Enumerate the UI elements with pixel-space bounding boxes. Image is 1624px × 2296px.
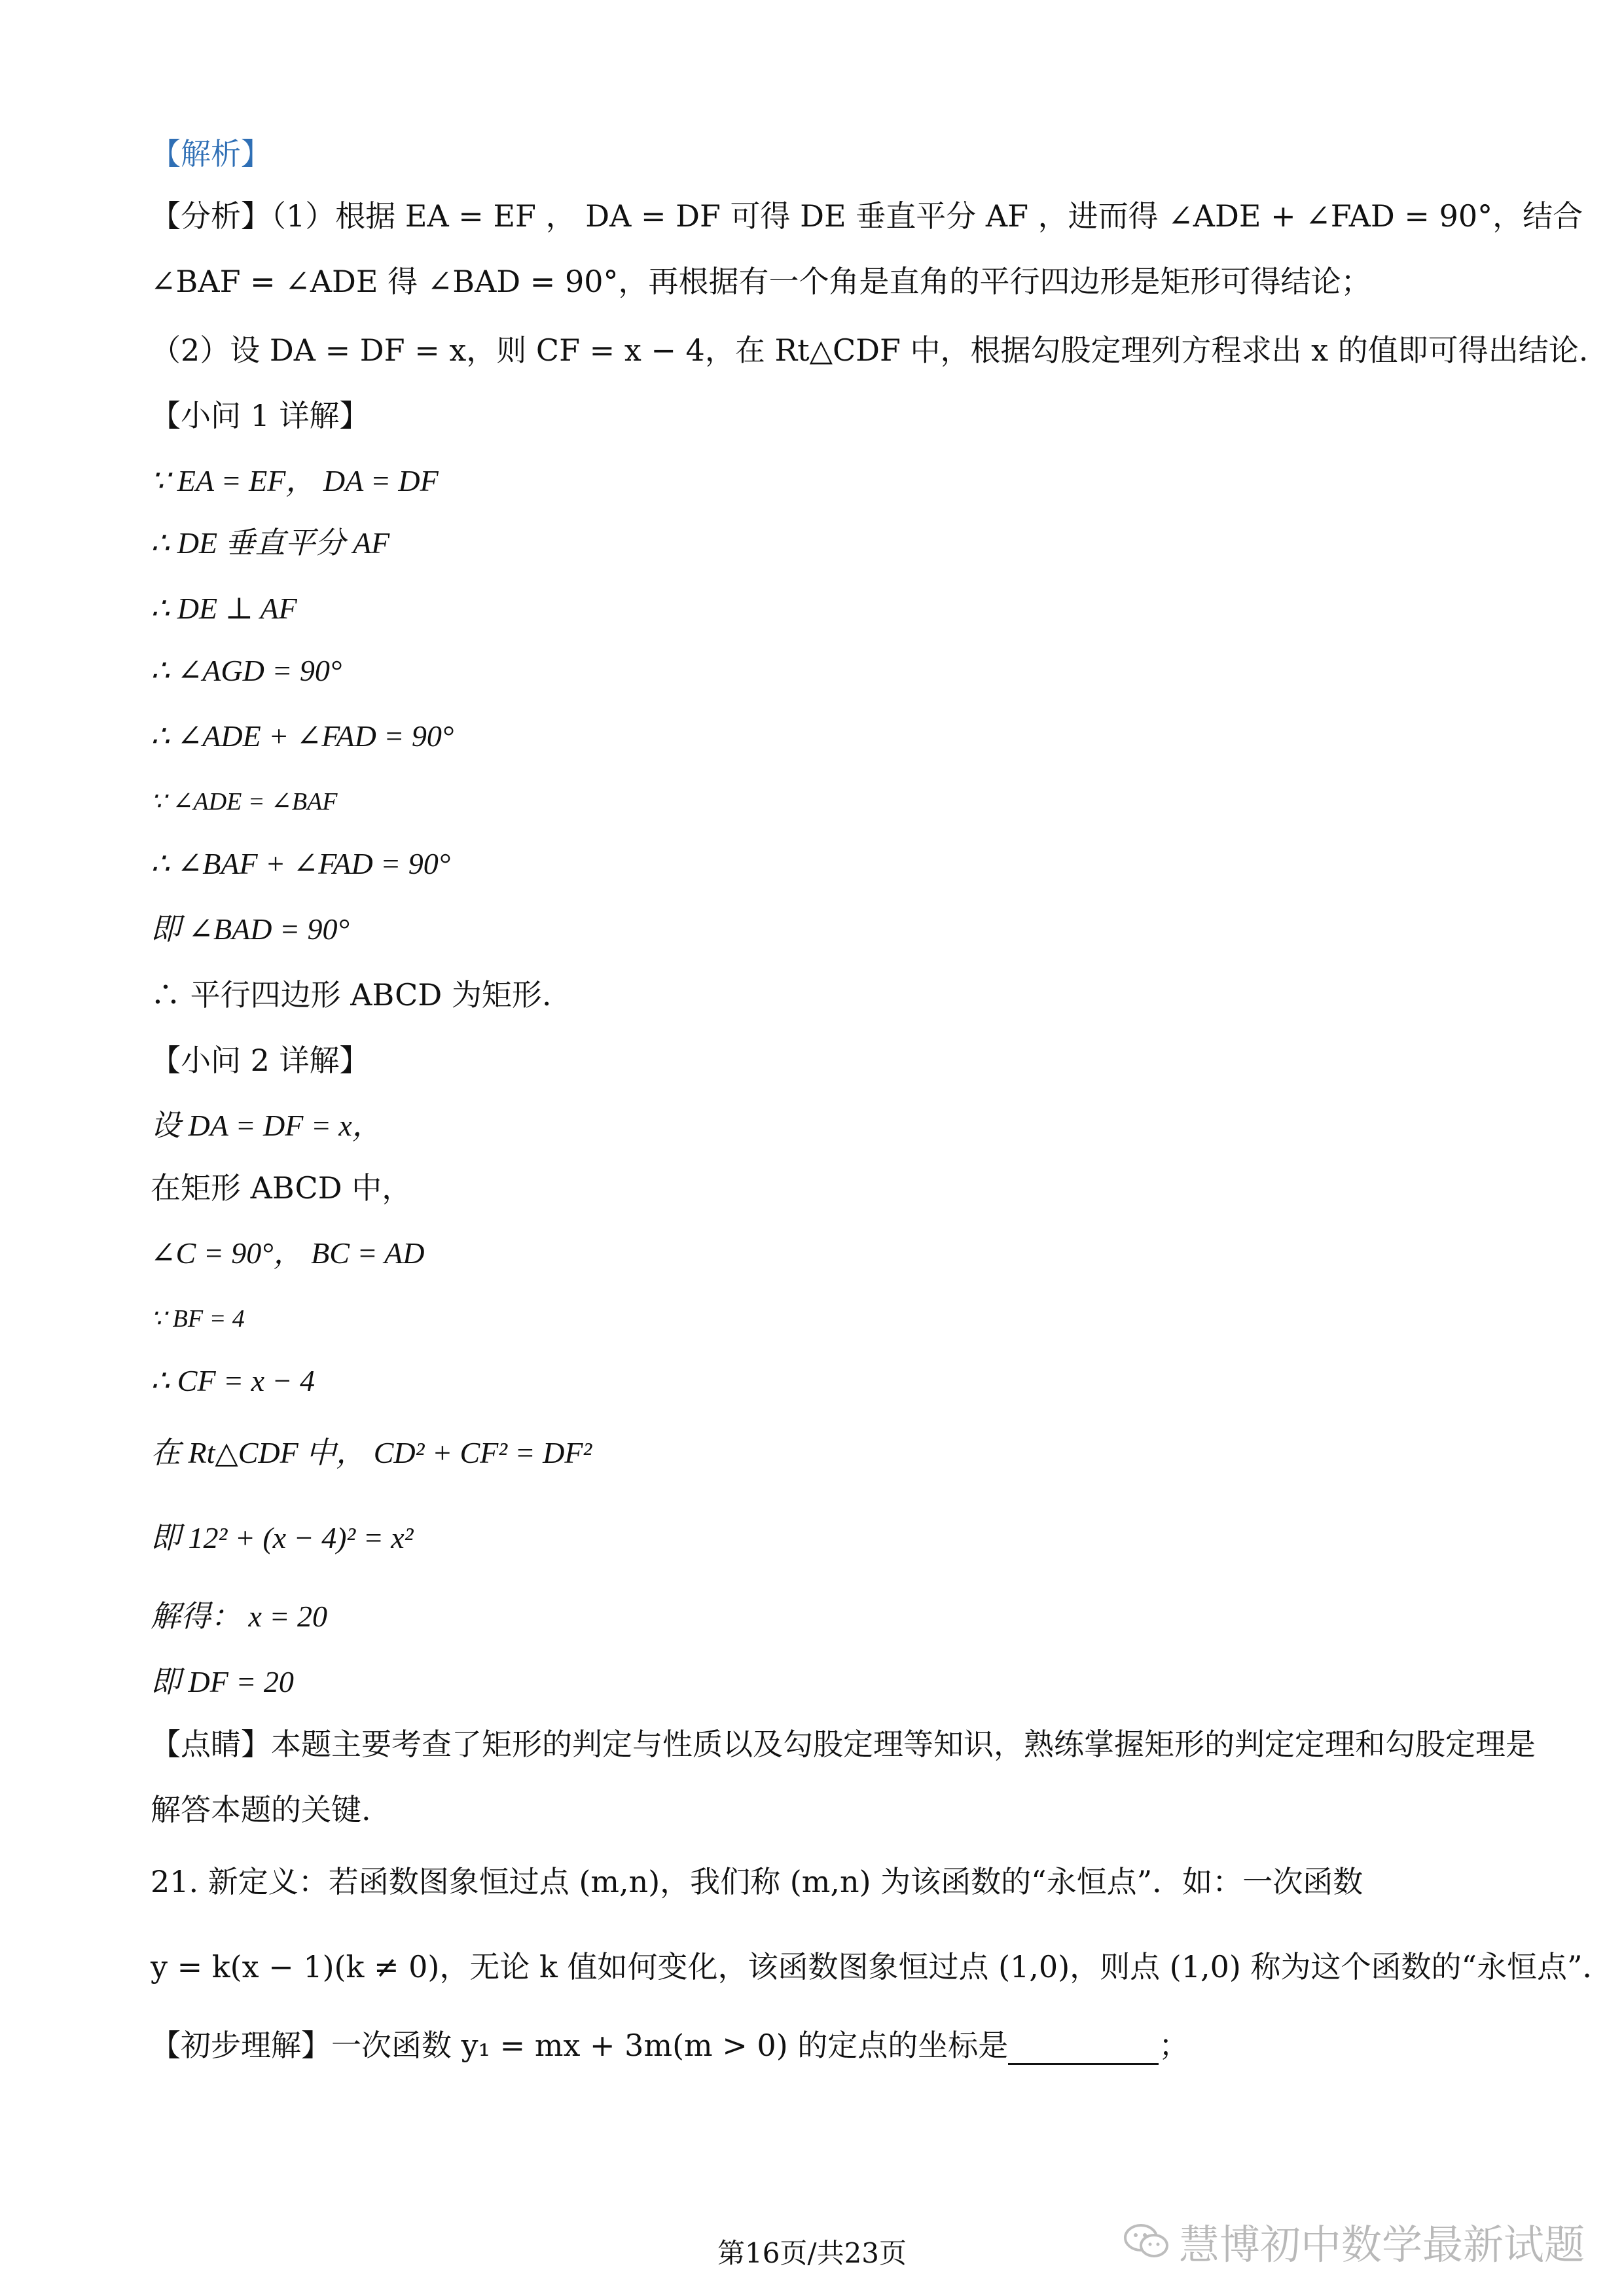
- part2-step: ∵ BF = 4: [151, 1305, 245, 1333]
- part1-step: ∴ DE 垂直平分 AF: [151, 526, 390, 560]
- part1-step: ∵ EA = EF， DA = DF: [151, 464, 439, 497]
- part1-step: ∴ ∠AGD = 90°: [151, 654, 342, 687]
- part1-step: ∴ DE ⊥ AF: [151, 592, 297, 625]
- part1-step: ∴ ∠ADE + ∠FAD = 90°: [151, 719, 454, 753]
- part2-step: 在 Rt△CDF 中， CD² + CF² = DF²: [151, 1436, 592, 1469]
- part2-step: 在矩形 ABCD 中，: [151, 1170, 412, 1206]
- part1-heading: 【小问 1 详解】: [151, 398, 370, 433]
- watermark-text: 慧博初中数学最新试题: [1178, 2221, 1585, 2269]
- watermark: [1124, 2212, 1585, 2270]
- question-21-line-2: y = k(x − 1)(k ≠ 0)，无论 k 值如何变化，该函数图象恒过点 (1,0)，则点 (1,0) 称为这个函数的“永恒点”．: [151, 1949, 1613, 1984]
- dianjing-line-1: 【点睛】本题主要考查了矩形的判定与性质以及勾股定理等知识，熟练掌握矩形的判定定理和勾股定理是: [151, 1727, 1536, 1762]
- jiexi-heading: 【解析】: [151, 136, 271, 171]
- part2-step: 设 DA = DF = x，: [151, 1109, 382, 1142]
- page-footer: 第16页/共23页: [717, 2237, 907, 2269]
- part2-step: ∠C = 90°， BC = AD: [151, 1236, 425, 1270]
- dianjing-line-2: 解答本题的关键.: [151, 1792, 371, 1827]
- wechat-icon: [1124, 2222, 1170, 2261]
- answer-blank[interactable]: [1008, 2034, 1159, 2065]
- part2-heading: 【小问 2 详解】: [151, 1043, 370, 1078]
- part1-step: ∵ ∠ADE = ∠BAF: [151, 788, 338, 816]
- part1-step: ∴ 平行四边形 ABCD 为矩形.: [151, 977, 552, 1013]
- part2-step: 解得： x = 20: [151, 1600, 327, 1633]
- question-21-line-3: [151, 2026, 1189, 2065]
- analysis-line-3: （2）设 DA = DF = x，则 CF = x − 4，在 Rt△CDF 中，根据勾股定理列方程求出 x 的值即可得出结论.: [151, 332, 1589, 368]
- part2-step: ∴ CF = x − 4: [151, 1364, 316, 1397]
- question-21-prompt: 【初步理解】一次函数 y₁ = mx + 3m(m > 0) 的定点的坐标是: [151, 2028, 1009, 2063]
- part2-step: 即 12² + (x − 4)² = x²: [151, 1521, 414, 1554]
- part1-step: ∴ ∠BAF + ∠FAD = 90°: [151, 847, 451, 880]
- analysis-line-2: ∠BAF = ∠ADE 得 ∠BAD = 90°，再根据有一个角是直角的平行四边形是矩形可得结论；: [151, 264, 1371, 299]
- part2-step: 即 DF = 20: [151, 1665, 294, 1698]
- question-21-line-1: 21. 新定义：若函数图象恒过点 (m,n)，我们称 (m,n) 为该函数的“永恒点”．如：一次函数: [151, 1864, 1363, 1899]
- question-21-end: ；: [1159, 2028, 1189, 2063]
- part1-step: 即 ∠BAD = 90°: [151, 912, 350, 946]
- analysis-line-1: 【分析】（1）根据 EA = EF ， DA = DF 可得 DE 垂直平分 AF ，进而得 ∠ADE + ∠FAD = 90°，结合: [151, 198, 1583, 234]
